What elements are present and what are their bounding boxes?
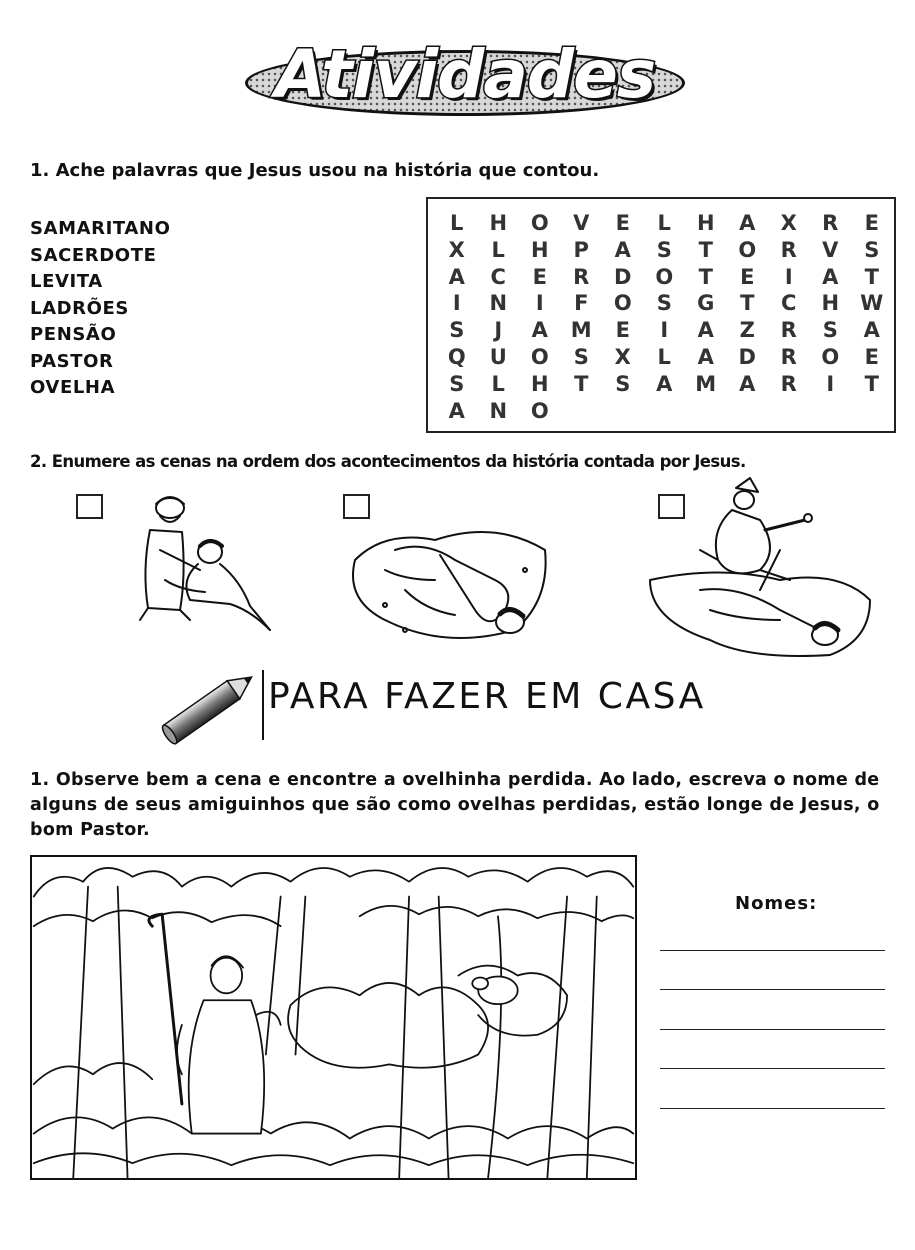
grid-letter[interactable]: P <box>573 237 589 262</box>
grid-letter[interactable]: A <box>822 264 839 289</box>
grid-letter[interactable]: A <box>656 371 673 396</box>
grid-letter[interactable]: R <box>780 371 797 396</box>
word-list-item: OVELHA <box>30 377 116 398</box>
grid-letter[interactable]: H <box>696 211 715 235</box>
grid-letter[interactable]: D <box>738 344 756 369</box>
word-list-item: PENSÃO <box>30 324 117 345</box>
grid-letter[interactable]: A <box>448 398 465 423</box>
grid-letter[interactable]: I <box>826 371 835 396</box>
grid-letter[interactable]: T <box>864 264 879 289</box>
grid-letter[interactable]: A <box>739 371 756 396</box>
grid-letter[interactable]: H <box>821 291 840 316</box>
word-list-item: PASTOR <box>30 350 114 372</box>
grid-letter[interactable]: H <box>530 237 549 262</box>
grid-letter[interactable]: N <box>489 291 508 316</box>
grid-letter[interactable]: S <box>822 318 838 343</box>
grid-letter[interactable]: H <box>530 371 549 396</box>
word-list-item: LADRÕES <box>30 297 129 319</box>
grid-letter[interactable]: O <box>655 264 674 289</box>
grid-letter[interactable]: T <box>698 264 713 289</box>
forest-shepherd-illustration <box>30 855 637 1180</box>
grid-letter[interactable]: O <box>530 211 549 235</box>
grid-letter[interactable]: H <box>489 211 508 235</box>
grid-letter[interactable]: I <box>784 264 793 289</box>
word-search-box <box>426 197 896 433</box>
grid-letter[interactable]: M <box>570 318 592 343</box>
grid-letter[interactable]: F <box>574 291 589 316</box>
grid-letter[interactable]: X <box>614 344 631 369</box>
question-word-search: 1. Ache palavras que Jesus usou na história que contou. <box>30 160 600 181</box>
grid-letter[interactable]: L <box>657 211 671 235</box>
grid-letter[interactable]: Z <box>739 318 755 343</box>
grid-letter[interactable]: S <box>864 237 880 262</box>
grid-letter[interactable]: R <box>822 211 839 235</box>
grid-letter[interactable]: L <box>657 344 671 369</box>
grid-letter[interactable]: D <box>614 264 632 289</box>
grid-letter[interactable]: C <box>781 291 797 316</box>
grid-letter[interactable]: E <box>740 264 755 289</box>
grid-letter[interactable]: T <box>574 371 589 396</box>
grid-letter[interactable]: A <box>739 211 756 235</box>
name-line-4[interactable] <box>660 1068 885 1069</box>
grid-letter[interactable]: O <box>738 237 757 262</box>
name-line-2[interactable] <box>660 989 885 990</box>
grid-letter[interactable]: O <box>530 344 549 369</box>
grid-letter[interactable]: I <box>535 291 544 316</box>
name-line-3[interactable] <box>660 1029 885 1030</box>
scene-wounded-man-illustration <box>345 510 555 650</box>
grid-letter[interactable]: T <box>864 371 879 396</box>
grid-letter[interactable]: Q <box>447 344 466 369</box>
grid-letter[interactable]: L <box>450 211 464 235</box>
word-list-item: SACERDOTE <box>30 244 157 266</box>
grid-letter[interactable]: T <box>740 291 755 316</box>
question-lost-sheep: 1. Observe bem a cena e encontre a ovelhinha perdida. Ao lado, escreva o nome de alguns de seus amiguinhos que são como ovelhas perdidas, estão longe de Jesus, o bom Pastor. <box>30 770 880 840</box>
grid-letter[interactable]: R <box>573 264 590 289</box>
question-order-scenes: 2. Enumere as cenas na ordem dos acontecimentos da história contada por Jesus. <box>30 452 746 471</box>
grid-letter[interactable]: V <box>573 211 590 235</box>
grid-letter[interactable]: R <box>780 318 797 343</box>
grid-letter[interactable]: L <box>491 237 505 262</box>
grid-letter[interactable]: A <box>863 318 880 343</box>
grid-letter[interactable]: S <box>656 291 672 316</box>
grid-letter[interactable]: E <box>532 264 547 289</box>
word-search-grid <box>436 211 893 425</box>
grid-letter[interactable]: O <box>613 291 632 316</box>
scene-1-checkbox[interactable] <box>76 494 103 519</box>
grid-letter[interactable]: X <box>448 237 465 262</box>
grid-letter[interactable]: M <box>695 371 717 396</box>
grid-letter[interactable]: O <box>530 398 549 423</box>
grid-letter[interactable]: S <box>656 237 672 262</box>
grid-letter[interactable]: E <box>615 211 630 235</box>
grid-letter[interactable]: L <box>491 371 505 396</box>
grid-letter[interactable]: A <box>614 237 631 262</box>
grid-letter[interactable]: O <box>821 344 840 369</box>
scene-priest-passing-illustration <box>640 470 880 670</box>
grid-letter[interactable]: J <box>494 318 503 343</box>
grid-letter[interactable]: N <box>489 398 508 423</box>
grid-letter[interactable]: A <box>697 344 714 369</box>
grid-letter[interactable]: A <box>531 318 548 343</box>
grid-letter[interactable]: S <box>449 371 465 396</box>
word-list-item: SAMARITANO <box>30 218 171 239</box>
grid-letter[interactable]: R <box>780 237 797 262</box>
grid-letter[interactable]: W <box>860 291 884 316</box>
grid-letter[interactable]: X <box>780 211 797 235</box>
word-list <box>30 216 170 402</box>
scene-samaritan-helping-illustration <box>120 480 290 640</box>
grid-letter[interactable]: R <box>780 344 797 369</box>
grid-letter[interactable]: E <box>864 344 879 369</box>
grid-letter[interactable]: G <box>697 291 715 316</box>
grid-letter[interactable]: T <box>698 237 713 262</box>
grid-letter[interactable]: I <box>452 291 461 316</box>
grid-letter[interactable]: S <box>573 344 589 369</box>
grid-letter[interactable]: V <box>822 237 839 262</box>
title-banner <box>225 30 705 130</box>
grid-letter[interactable]: A <box>697 318 714 343</box>
name-line-1[interactable] <box>660 950 885 951</box>
grid-letter[interactable]: E <box>864 211 879 235</box>
homework-title: PARA FAZER EM CASA <box>268 676 706 717</box>
grid-letter[interactable]: S <box>615 371 631 396</box>
grid-letter[interactable]: E <box>615 318 630 343</box>
grid-letter[interactable]: C <box>490 264 506 289</box>
grid-letter[interactable]: A <box>448 264 465 289</box>
heading-divider <box>262 670 264 740</box>
grid-letter[interactable]: U <box>489 344 507 369</box>
grid-letter[interactable]: I <box>660 318 669 343</box>
name-line-5[interactable] <box>660 1108 885 1109</box>
page-title: Atividades <box>274 36 656 113</box>
word-list-item: LEVITA <box>30 271 103 292</box>
pencil-icon <box>155 660 265 750</box>
names-label: Nomes: <box>735 893 818 914</box>
grid-letter[interactable]: S <box>449 318 465 343</box>
